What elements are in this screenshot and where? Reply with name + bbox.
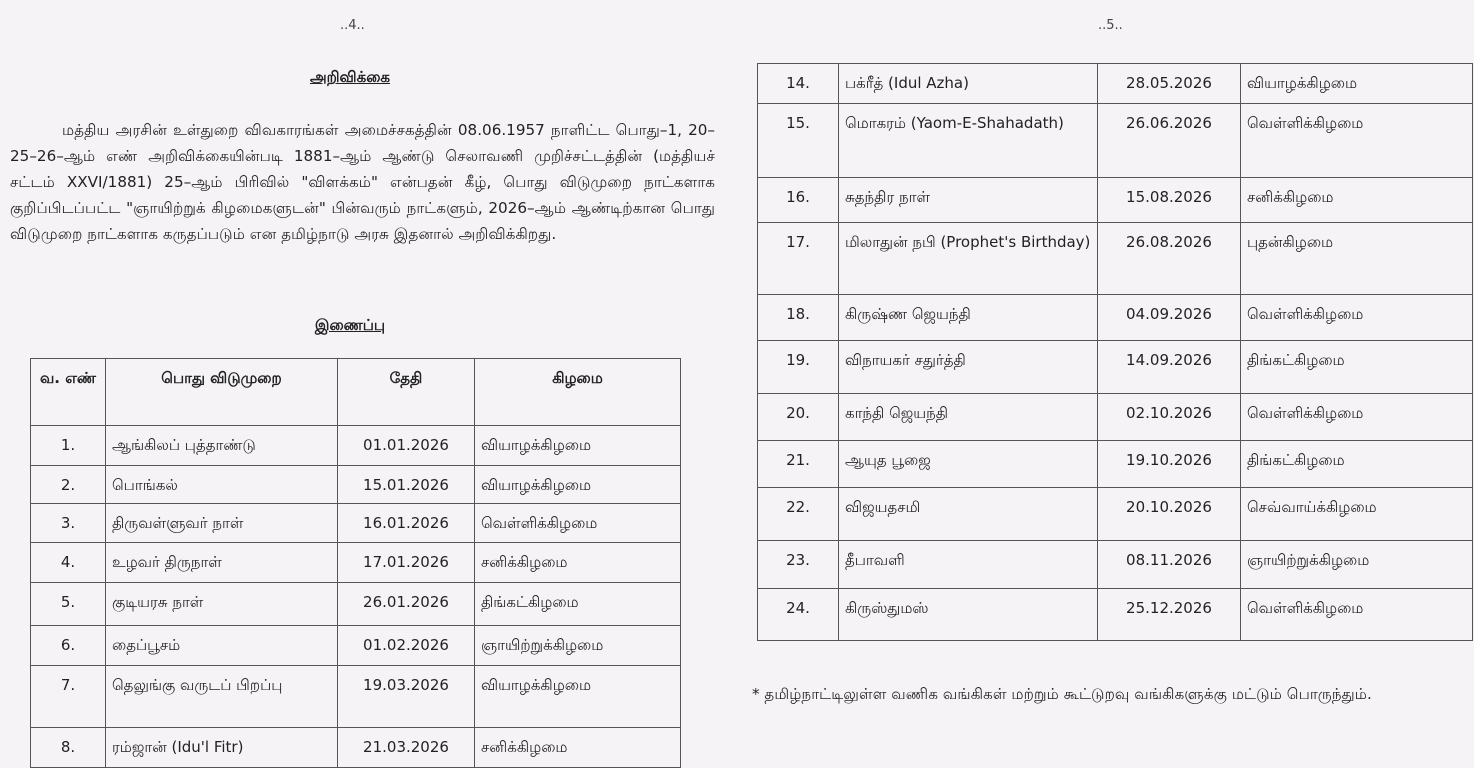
serial-cell: 1. bbox=[31, 426, 106, 466]
holiday-table-right bbox=[757, 63, 1473, 641]
header-serial: வ. எண் bbox=[31, 359, 106, 426]
date-cell: 01.01.2026 bbox=[338, 426, 475, 466]
header-day: கிழமை bbox=[475, 359, 681, 426]
serial-cell: 3. bbox=[31, 504, 106, 543]
table-row bbox=[758, 341, 1473, 394]
date-cell: 08.11.2026 bbox=[1098, 541, 1241, 589]
table-row bbox=[31, 504, 681, 543]
day-cell: ஞாயிற்றுக்கிழமை bbox=[1241, 541, 1473, 589]
serial-cell: 6. bbox=[31, 626, 106, 666]
holiday-name-cell: தெலுங்கு வருடப் பிறப்பு bbox=[106, 666, 338, 728]
holiday-name-cell: விஜயதசமி bbox=[839, 488, 1098, 541]
serial-cell: 14. bbox=[758, 64, 839, 104]
date-cell: 21.03.2026 bbox=[338, 728, 475, 768]
holiday-name-cell: கிருஷ்ண ஜெயந்தி bbox=[839, 295, 1098, 341]
serial-cell: 23. bbox=[758, 541, 839, 589]
header-holiday: பொது விடுமுறை bbox=[106, 359, 338, 426]
holiday-name-cell: உழவர் திருநாள் bbox=[106, 543, 338, 583]
holiday-table-left bbox=[30, 358, 681, 768]
table-row bbox=[758, 178, 1473, 223]
holiday-name-cell: சுதந்திர நாள் bbox=[839, 178, 1098, 223]
day-cell: சனிக்கிழமை bbox=[475, 728, 681, 768]
day-cell: திங்கட்கிழமை bbox=[1241, 341, 1473, 394]
day-cell: வெள்ளிக்கிழமை bbox=[1241, 295, 1473, 341]
day-cell: திங்கட்கிழமை bbox=[475, 583, 681, 626]
date-cell: 01.02.2026 bbox=[338, 626, 475, 666]
serial-cell: 7. bbox=[31, 666, 106, 728]
day-cell: ஞாயிற்றுக்கிழமை bbox=[475, 626, 681, 666]
holiday-name-cell: ரம்ஜான் (Idu'l Fitr) bbox=[106, 728, 338, 768]
date-cell: 19.10.2026 bbox=[1098, 441, 1241, 488]
notification-paragraph: மத்திய அரசின் உள்துறை விவகாரங்கள் அமைச்சகத்தின் 08.06.1957 நாளிட்ட பொது–1, 20–25–26–ஆம் எண் அறிவிக்கையின்படி 1881–ஆம் ஆண்டு செலாவணி முறிச்சட்டத்தின் (மத்தியச் சட்டம் XXVI/1881) 25–ஆம் பிரிவில் "விளக்கம்" என்பதன் கீழ், பொது விடுமுறை நாட்களாக குறிப்பிடப்பட்ட "ஞாயிற்றுக் கிழமைகளுடன்" பின்வரும் நாட்களும், 2026–ஆம் ஆண்டிற்கான பொது விடுமுறை நாட்களாக கருதப்படும் என தமிழ்நாடு அரசு இதனால் அறிவிக்கிறது. bbox=[10, 121, 715, 243]
header-date: தேதி bbox=[338, 359, 475, 426]
table-row bbox=[758, 295, 1473, 341]
table-row bbox=[31, 543, 681, 583]
serial-cell: 4. bbox=[31, 543, 106, 583]
date-cell: 20.10.2026 bbox=[1098, 488, 1241, 541]
serial-cell: 20. bbox=[758, 394, 839, 441]
page-number-left: ..4.. bbox=[340, 18, 365, 33]
day-cell: சனிக்கிழமை bbox=[475, 543, 681, 583]
holiday-name-cell: கிருஸ்துமஸ் bbox=[839, 589, 1098, 641]
date-cell: 28.05.2026 bbox=[1098, 64, 1241, 104]
serial-cell: 17. bbox=[758, 223, 839, 295]
date-cell: 15.01.2026 bbox=[338, 466, 475, 504]
table-row bbox=[31, 666, 681, 728]
serial-cell: 15. bbox=[758, 104, 839, 178]
serial-cell: 18. bbox=[758, 295, 839, 341]
annex-title: இணைப்பு bbox=[314, 316, 386, 334]
holiday-name-cell: ஆங்கிலப் புத்தாண்டு bbox=[106, 426, 338, 466]
table-row bbox=[758, 541, 1473, 589]
holiday-name-cell: குடியரசு நாள் bbox=[106, 583, 338, 626]
table-row bbox=[758, 441, 1473, 488]
date-cell: 17.01.2026 bbox=[338, 543, 475, 583]
holiday-name-cell: மொகரம் (Yaom-E-Shahadath) bbox=[839, 104, 1098, 178]
date-cell: 16.01.2026 bbox=[338, 504, 475, 543]
serial-cell: 19. bbox=[758, 341, 839, 394]
holiday-name-cell: விநாயகர் சதுர்த்தி bbox=[839, 341, 1098, 394]
holiday-name-cell: பக்ரீத் (Idul Azha) bbox=[839, 64, 1098, 104]
holiday-name-cell: திருவள்ளுவர் நாள் bbox=[106, 504, 338, 543]
serial-cell: 2. bbox=[31, 466, 106, 504]
table-row bbox=[758, 64, 1473, 104]
table-row bbox=[31, 626, 681, 666]
table-row bbox=[31, 583, 681, 626]
day-cell: சனிக்கிழமை bbox=[1241, 178, 1473, 223]
day-cell: வெள்ளிக்கிழமை bbox=[1241, 104, 1473, 178]
holiday-name-cell: காந்தி ஜெயந்தி bbox=[839, 394, 1098, 441]
day-cell: திங்கட்கிழமை bbox=[1241, 441, 1473, 488]
table-row bbox=[758, 104, 1473, 178]
day-cell: வியாழக்கிழமை bbox=[475, 666, 681, 728]
day-cell: வியாழக்கிழமை bbox=[1241, 64, 1473, 104]
day-cell: வெள்ளிக்கிழமை bbox=[1241, 394, 1473, 441]
table-row bbox=[758, 394, 1473, 441]
table-row bbox=[31, 728, 681, 768]
date-cell: 19.03.2026 bbox=[338, 666, 475, 728]
table-row bbox=[758, 488, 1473, 541]
date-cell: 25.12.2026 bbox=[1098, 589, 1241, 641]
serial-cell: 22. bbox=[758, 488, 839, 541]
day-cell: வியாழக்கிழமை bbox=[475, 426, 681, 466]
day-cell: வியாழக்கிழமை bbox=[475, 466, 681, 504]
serial-cell: 8. bbox=[31, 728, 106, 768]
table-row bbox=[31, 466, 681, 504]
holiday-name-cell: தீபாவளி bbox=[839, 541, 1098, 589]
serial-cell: 21. bbox=[758, 441, 839, 488]
date-cell: 02.10.2026 bbox=[1098, 394, 1241, 441]
day-cell: புதன்கிழமை bbox=[1241, 223, 1473, 295]
date-cell: 26.08.2026 bbox=[1098, 223, 1241, 295]
holiday-name-cell: தைப்பூசம் bbox=[106, 626, 338, 666]
table-row bbox=[758, 589, 1473, 641]
table-row bbox=[758, 223, 1473, 295]
table-row bbox=[31, 426, 681, 466]
day-cell: செவ்வாய்க்கிழமை bbox=[1241, 488, 1473, 541]
notification-title: அறிவிக்கை bbox=[309, 68, 391, 86]
date-cell: 26.06.2026 bbox=[1098, 104, 1241, 178]
day-cell: வெள்ளிக்கிழமை bbox=[475, 504, 681, 543]
serial-cell: 5. bbox=[31, 583, 106, 626]
holiday-name-cell: ஆயுத பூஜை bbox=[839, 441, 1098, 488]
footnote: * தமிழ்நாட்டிலுள்ள வணிக வங்கிகள் மற்றும் கூட்டுறவு வங்கிகளுக்கு மட்டும் பொருந்தும். bbox=[752, 685, 1372, 703]
day-cell: வெள்ளிக்கிழமை bbox=[1241, 589, 1473, 641]
table-header-row bbox=[31, 359, 681, 426]
holiday-name-cell: பொங்கல் bbox=[106, 466, 338, 504]
date-cell: 14.09.2026 bbox=[1098, 341, 1241, 394]
serial-cell: 24. bbox=[758, 589, 839, 641]
date-cell: 15.08.2026 bbox=[1098, 178, 1241, 223]
holiday-name-cell: மிலாதுன் நபி (Prophet's Birthday) bbox=[839, 223, 1098, 295]
page-number-right: ..5.. bbox=[1098, 18, 1123, 33]
date-cell: 26.01.2026 bbox=[338, 583, 475, 626]
serial-cell: 16. bbox=[758, 178, 839, 223]
date-cell: 04.09.2026 bbox=[1098, 295, 1241, 341]
